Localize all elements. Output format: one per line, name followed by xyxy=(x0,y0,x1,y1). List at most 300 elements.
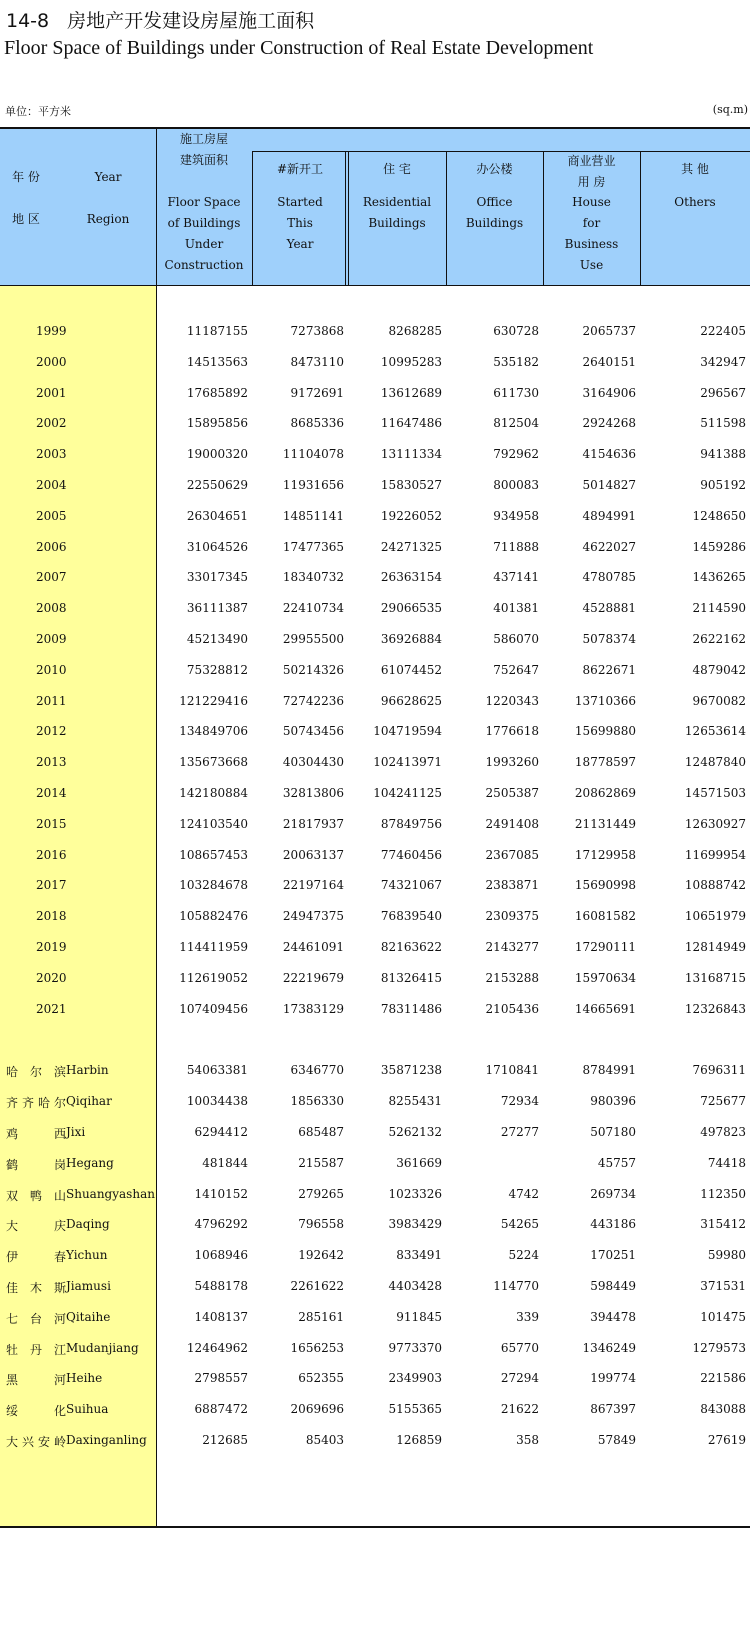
row-region-cn: 大庆 xyxy=(6,1219,66,1234)
table-cell: 339 xyxy=(516,1309,539,1324)
table-cell: 50743456 xyxy=(282,724,344,739)
table-cell: 12653614 xyxy=(684,724,746,739)
row-region-cn: 黑河 xyxy=(6,1373,66,1388)
table-row xyxy=(0,1002,750,1022)
table-cell: 2367085 xyxy=(485,847,539,862)
table-cell: 598449 xyxy=(590,1279,636,1293)
table-cell: 443186 xyxy=(590,1217,636,1232)
table-cell: 18778597 xyxy=(574,755,636,770)
table-cell: 394478 xyxy=(590,1309,636,1324)
row-region-en: Heihe xyxy=(66,1371,103,1386)
column-divider xyxy=(640,151,641,285)
row-region-cn: 鹤岗 xyxy=(6,1157,66,1172)
table-cell: 17383129 xyxy=(282,1001,344,1016)
row-region-en: Qitaihe xyxy=(66,1309,111,1324)
table-cell: 199774 xyxy=(590,1371,636,1386)
table-cell: 8622671 xyxy=(582,662,636,677)
table-row xyxy=(0,601,750,621)
row-year-label: 2016 xyxy=(36,847,67,862)
table-cell: 371531 xyxy=(700,1279,746,1293)
table-row xyxy=(0,1402,750,1422)
table-cell: 221586 xyxy=(700,1371,746,1386)
table-cell: 11104078 xyxy=(282,447,344,462)
table-cell: 12814949 xyxy=(684,940,746,954)
table-cell: 59980 xyxy=(707,1248,746,1263)
table-cell: 22410734 xyxy=(282,601,344,616)
table-cell: 12464962 xyxy=(186,1340,248,1355)
table-cell: 630728 xyxy=(493,324,539,338)
table-cell: 9670082 xyxy=(692,693,746,708)
table-cell: 269734 xyxy=(590,1186,636,1201)
row-region-en: Jixi xyxy=(66,1125,86,1139)
table-cell: 8255431 xyxy=(388,1094,442,1109)
table-cell: 2798557 xyxy=(194,1371,248,1386)
column-header-cn: 施工房屋 建筑面积 xyxy=(179,132,228,167)
table-cell: 507180 xyxy=(590,1125,636,1139)
header-region-en: Region xyxy=(86,212,130,226)
table-cell: 29066535 xyxy=(380,601,442,616)
row-region-cn: 鸡西 xyxy=(6,1127,66,1141)
table-cell: 27294 xyxy=(500,1371,539,1386)
column-header-en: Started This Year xyxy=(277,195,323,251)
table-row xyxy=(0,1063,750,1083)
table-cell: 1068946 xyxy=(194,1248,248,1263)
table-cell: 800083 xyxy=(493,478,539,492)
column-divider xyxy=(345,151,346,285)
table-cell: 401381 xyxy=(493,601,539,616)
table-cell: 215587 xyxy=(298,1155,344,1170)
column-divider xyxy=(543,151,544,285)
row-region-en: Daxinganling xyxy=(66,1433,147,1447)
table-cell: 7696311 xyxy=(692,1063,746,1078)
table-row xyxy=(0,755,750,775)
table-cell: 1023326 xyxy=(388,1186,442,1201)
table-cell: 796558 xyxy=(298,1217,344,1232)
table-row xyxy=(0,1217,750,1237)
table-cell: 36111387 xyxy=(186,601,248,616)
column-header-cn: 住 宅 xyxy=(383,162,411,176)
table-cell: 27277 xyxy=(500,1125,539,1139)
row-region-cn: 绥化 xyxy=(6,1404,66,1419)
table-cell: 652355 xyxy=(298,1371,344,1386)
table-cell: 26304651 xyxy=(186,508,248,523)
row-region-en: Jiamusi xyxy=(66,1279,111,1293)
table-row xyxy=(0,447,750,467)
row-year-label: 2017 xyxy=(36,878,67,893)
table-cell: 75328812 xyxy=(186,662,248,677)
table-cell: 114411959 xyxy=(179,940,248,954)
table-cell: 29955500 xyxy=(282,632,344,646)
table-cell: 1710841 xyxy=(485,1063,539,1078)
table-cell: 481844 xyxy=(202,1155,248,1170)
table-cell: 50214326 xyxy=(282,662,344,677)
column-header-en: Others xyxy=(674,195,716,209)
row-year-label: 2002 xyxy=(36,416,67,431)
table-cell: 2622162 xyxy=(692,632,746,646)
table-cell: 45757 xyxy=(597,1155,636,1170)
table-cell: 4894991 xyxy=(582,508,636,523)
table-row xyxy=(0,540,750,560)
table-cell: 2640151 xyxy=(582,354,636,369)
row-region-cn: 牡丹江 xyxy=(6,1342,66,1357)
table-cell: 112350 xyxy=(700,1186,746,1201)
table-cell: 14571503 xyxy=(684,786,746,800)
table-cell: 10995283 xyxy=(380,354,442,369)
table-cell: 15830527 xyxy=(380,478,442,492)
table-cell: 6294412 xyxy=(194,1125,248,1139)
table-cell: 15970634 xyxy=(574,970,636,985)
table-cell: 22219679 xyxy=(282,970,344,985)
table-cell: 285161 xyxy=(298,1309,344,1324)
column-header-en: Office Buildings xyxy=(465,195,524,230)
table-cell: 711888 xyxy=(493,539,539,554)
table-cell: 12630927 xyxy=(684,816,746,831)
table-cell: 12326843 xyxy=(684,1001,746,1016)
table-cell: 8784991 xyxy=(582,1063,636,1078)
table-row xyxy=(0,1248,750,1268)
row-region-en: Suihua xyxy=(66,1402,109,1417)
table-cell: 114770 xyxy=(493,1279,539,1293)
table-cell: 725677 xyxy=(700,1094,746,1109)
row-region-en: Mudanjiang xyxy=(66,1340,139,1355)
table-row xyxy=(0,1371,750,1391)
table-cell: 104241125 xyxy=(373,786,442,800)
table-cell: 7273868 xyxy=(290,324,344,338)
row-year-label: 2008 xyxy=(36,601,67,616)
column-header-en: Residential Buildings xyxy=(362,195,432,230)
column-divider xyxy=(446,151,447,285)
row-year-label: 2009 xyxy=(36,632,67,646)
table-cell: 752647 xyxy=(493,662,539,677)
table-cell: 33017345 xyxy=(186,570,248,585)
table-row xyxy=(0,786,750,806)
table-cell: 911845 xyxy=(396,1309,442,1324)
row-year-label: 2020 xyxy=(36,970,67,985)
table-row xyxy=(0,386,750,406)
table-cell: 17290111 xyxy=(574,940,636,954)
table-cell: 14851141 xyxy=(282,508,344,523)
table-cell: 11931656 xyxy=(282,478,344,492)
row-year-label: 2005 xyxy=(36,508,67,523)
row-year-label: 2010 xyxy=(36,662,67,677)
table-row xyxy=(0,1094,750,1114)
table-row xyxy=(0,909,750,929)
row-region-cn: 伊春 xyxy=(6,1250,66,1265)
table-cell: 11699954 xyxy=(684,847,746,862)
table-row xyxy=(0,940,750,960)
header-year-cn: 年 份 xyxy=(12,170,40,184)
table-cell: 4622027 xyxy=(582,539,636,554)
table-cell: 2491408 xyxy=(485,816,539,831)
column-header-cn: 办公楼 xyxy=(476,162,513,176)
table-cell: 40304430 xyxy=(282,755,344,770)
table-cell: 8473110 xyxy=(290,354,344,369)
table-row xyxy=(0,724,750,744)
table-cell: 15895856 xyxy=(186,416,248,431)
column-header-cn: #新开工 xyxy=(276,162,324,176)
table-cell: 17129958 xyxy=(574,847,636,862)
table-cell: 108657453 xyxy=(179,847,248,862)
table-cell: 5224 xyxy=(508,1248,539,1263)
table-cell: 81326415 xyxy=(380,970,442,985)
table-cell: 812504 xyxy=(493,416,539,431)
table-cell: 4403428 xyxy=(388,1279,442,1293)
table-cell: 1993260 xyxy=(485,755,539,770)
table-row xyxy=(0,817,750,837)
table-cell: 31064526 xyxy=(186,539,248,554)
table-cell: 315412 xyxy=(700,1217,746,1232)
row-region-cn: 哈尔滨 xyxy=(6,1065,66,1080)
row-region-en: Harbin xyxy=(66,1063,109,1078)
table-cell: 511598 xyxy=(700,416,746,431)
row-year-label: 2019 xyxy=(36,940,67,954)
table-cell: 103284678 xyxy=(179,878,248,893)
table-row xyxy=(0,694,750,714)
table-cell: 15699880 xyxy=(574,724,636,739)
table-cell: 57849 xyxy=(597,1433,636,1447)
row-region-cn: 齐齐哈尔 xyxy=(6,1096,66,1111)
table-cell: 2153288 xyxy=(485,970,539,985)
table-cell: 101475 xyxy=(700,1309,746,1324)
table-cell: 72742236 xyxy=(282,693,344,708)
table-row xyxy=(0,324,750,344)
table-cell: 2309375 xyxy=(485,909,539,924)
table-cell: 843088 xyxy=(700,1402,746,1417)
table-cell: 16081582 xyxy=(574,909,636,924)
table-row xyxy=(0,971,750,991)
table-cell: 2105436 xyxy=(485,1001,539,1016)
table-cell: 792962 xyxy=(493,447,539,462)
table-cell: 2349903 xyxy=(388,1371,442,1386)
table-cell: 124103540 xyxy=(179,816,248,831)
row-year-label: 2001 xyxy=(36,385,67,400)
table-row xyxy=(0,478,750,498)
row-region-cn: 双鸭山 xyxy=(6,1188,66,1203)
table-body xyxy=(0,286,750,1528)
table-cell: 2924268 xyxy=(582,416,636,431)
table-cell: 21131449 xyxy=(574,816,636,831)
table-cell: 5488178 xyxy=(194,1279,248,1293)
column-header-cn: 其 他 xyxy=(681,162,709,176)
row-year-label: 2018 xyxy=(36,909,67,924)
table-cell: 22197164 xyxy=(282,878,344,893)
table-cell: 134849706 xyxy=(179,724,248,739)
table-cell: 980396 xyxy=(590,1094,636,1109)
table-cell: 104719594 xyxy=(373,724,442,739)
row-year-label: 2021 xyxy=(36,1001,67,1016)
table-cell: 82163622 xyxy=(380,940,442,954)
table-cell: 4528881 xyxy=(582,601,636,616)
table-cell: 126859 xyxy=(396,1433,442,1447)
table-cell: 2069696 xyxy=(290,1402,344,1417)
column-header-en: Floor Space of Buildings Under Construction xyxy=(164,195,244,272)
table-cell: 135673668 xyxy=(179,755,248,770)
table-cell: 1220343 xyxy=(485,693,539,708)
table-cell: 77460456 xyxy=(380,847,442,862)
table-row xyxy=(0,416,750,436)
table-cell: 107409456 xyxy=(179,1001,248,1016)
table-row xyxy=(0,509,750,529)
table-cell: 941388 xyxy=(700,447,746,462)
table-cell: 13111334 xyxy=(380,447,442,462)
table-header xyxy=(0,127,750,286)
table-cell: 5262132 xyxy=(388,1125,442,1139)
table-cell: 2505387 xyxy=(485,786,539,800)
table-cell: 1408137 xyxy=(194,1309,248,1324)
title-cn-text: 房地产开发建设房屋施工面积 xyxy=(67,10,315,32)
column-divider xyxy=(252,151,253,285)
table-cell: 2143277 xyxy=(485,940,539,954)
table-cell: 833491 xyxy=(396,1248,442,1263)
header-year-en: Year xyxy=(94,170,122,184)
table-cell: 497823 xyxy=(700,1125,746,1139)
table-cell: 87849756 xyxy=(380,816,442,831)
table-cell: 14513563 xyxy=(186,354,248,369)
table-cell: 1346249 xyxy=(582,1340,636,1355)
table-cell: 18340732 xyxy=(282,570,344,585)
table-row xyxy=(0,1310,750,1330)
table-cell: 76839540 xyxy=(380,909,442,924)
table-cell: 279265 xyxy=(298,1186,344,1201)
table-cell: 105882476 xyxy=(179,909,248,924)
table-cell: 1856330 xyxy=(290,1094,344,1109)
row-year-label: 2014 xyxy=(36,786,67,800)
data-table xyxy=(0,127,750,1528)
row-year-label: 2000 xyxy=(36,354,67,369)
row-region-en: Daqing xyxy=(66,1217,110,1232)
table-cell: 36926884 xyxy=(380,632,442,646)
table-cell: 85403 xyxy=(305,1433,344,1447)
table-cell: 2114590 xyxy=(692,601,746,616)
row-year-label: 2003 xyxy=(36,447,67,462)
table-cell: 27619 xyxy=(707,1433,746,1447)
table-cell: 11187155 xyxy=(186,324,248,338)
table-cell: 12487840 xyxy=(684,755,746,770)
table-cell: 11647486 xyxy=(380,416,442,431)
table-cell: 35871238 xyxy=(380,1063,442,1078)
table-cell: 1436265 xyxy=(692,570,746,585)
table-cell: 13168715 xyxy=(684,970,746,985)
table-number: 14-8 xyxy=(6,10,50,32)
table-cell: 22550629 xyxy=(186,478,248,492)
table-cell: 867397 xyxy=(590,1402,636,1417)
table-cell: 1248650 xyxy=(692,508,746,523)
table-cell: 15690998 xyxy=(574,878,636,893)
row-year-label: 1999 xyxy=(36,324,67,338)
table-cell: 342947 xyxy=(700,354,746,369)
header-subline xyxy=(252,151,750,152)
table-cell: 4879042 xyxy=(692,662,746,677)
header-region-cn: 地 区 xyxy=(12,212,40,226)
table-cell: 611730 xyxy=(493,385,539,400)
row-year-label: 2011 xyxy=(36,693,67,708)
table-cell: 74418 xyxy=(707,1155,746,1170)
table-cell: 17477365 xyxy=(282,539,344,554)
table-cell: 6887472 xyxy=(194,1402,248,1417)
table-cell: 361669 xyxy=(396,1155,442,1170)
table-cell: 112619052 xyxy=(179,970,248,985)
table-cell: 9172691 xyxy=(290,385,344,400)
row-year-label: 2012 xyxy=(36,724,67,739)
table-cell: 4780785 xyxy=(582,570,636,585)
table-cell: 10034438 xyxy=(186,1094,248,1109)
table-cell: 4796292 xyxy=(194,1217,248,1232)
row-year-label: 2004 xyxy=(36,478,67,492)
table-cell: 4154636 xyxy=(582,447,636,462)
table-cell: 1776618 xyxy=(485,724,539,739)
table-cell: 212685 xyxy=(202,1433,248,1447)
table-cell: 20862869 xyxy=(574,786,636,800)
table-cell: 3983429 xyxy=(388,1217,442,1232)
table-row xyxy=(0,1433,750,1453)
table-cell: 358 xyxy=(516,1433,539,1447)
table-cell: 24947375 xyxy=(282,909,344,924)
table-cell: 32813806 xyxy=(282,786,344,800)
table-row xyxy=(0,1125,750,1145)
table-row xyxy=(0,1156,750,1176)
table-cell: 54063381 xyxy=(186,1063,248,1078)
row-region-en: Hegang xyxy=(66,1155,114,1170)
table-cell: 142180884 xyxy=(179,786,248,800)
table-cell: 5078374 xyxy=(582,632,636,646)
column-divider xyxy=(348,151,349,285)
table-cell: 2261622 xyxy=(290,1279,344,1293)
table-cell: 19226052 xyxy=(380,508,442,523)
table-cell: 17685892 xyxy=(186,385,248,400)
row-region-cn: 大兴安岭 xyxy=(6,1435,66,1449)
table-row xyxy=(0,1187,750,1207)
table-cell: 24461091 xyxy=(282,940,344,954)
table-cell: 20063137 xyxy=(282,847,344,862)
table-row xyxy=(0,632,750,652)
table-cell: 437141 xyxy=(493,570,539,585)
table-cell: 102413971 xyxy=(373,755,442,770)
row-region-en: Yichun xyxy=(66,1248,108,1263)
table-cell: 24271325 xyxy=(380,539,442,554)
table-cell: 61074452 xyxy=(380,662,442,677)
table-cell: 535182 xyxy=(493,354,539,369)
row-region-en: Qiqihar xyxy=(66,1094,112,1109)
table-cell: 13612689 xyxy=(380,385,442,400)
table-row xyxy=(0,1341,750,1361)
row-year-label: 2013 xyxy=(36,755,67,770)
table-cell: 2383871 xyxy=(485,878,539,893)
table-cell: 65770 xyxy=(500,1340,539,1355)
column-header-cn: 商业营业 用 房 xyxy=(567,154,616,189)
table-row xyxy=(0,848,750,868)
table-cell: 10888742 xyxy=(684,878,746,893)
table-row xyxy=(0,355,750,375)
table-cell: 1459286 xyxy=(692,539,746,554)
table-cell: 13710366 xyxy=(574,693,636,708)
row-region-en: Shuangyashan xyxy=(66,1186,155,1201)
table-cell: 6346770 xyxy=(290,1063,344,1078)
table-row xyxy=(0,1279,750,1299)
table-cell: 170251 xyxy=(590,1248,636,1263)
column-header-en: House for Business Use xyxy=(564,195,619,272)
table-cell: 54265 xyxy=(500,1217,539,1232)
table-cell: 222405 xyxy=(700,324,746,338)
unit-label-cn: 单位：平方米 xyxy=(5,105,71,118)
table-cell: 8685336 xyxy=(290,416,344,431)
table-cell: 8268285 xyxy=(388,324,442,338)
table-title-en: Floor Space of Buildings under Construction of Real Estate Development xyxy=(4,37,594,59)
table-cell: 14665691 xyxy=(574,1001,636,1016)
table-cell: 5014827 xyxy=(582,478,636,492)
table-cell: 10651979 xyxy=(684,909,746,924)
table-cell: 96628625 xyxy=(380,693,442,708)
table-cell: 1656253 xyxy=(290,1340,344,1355)
